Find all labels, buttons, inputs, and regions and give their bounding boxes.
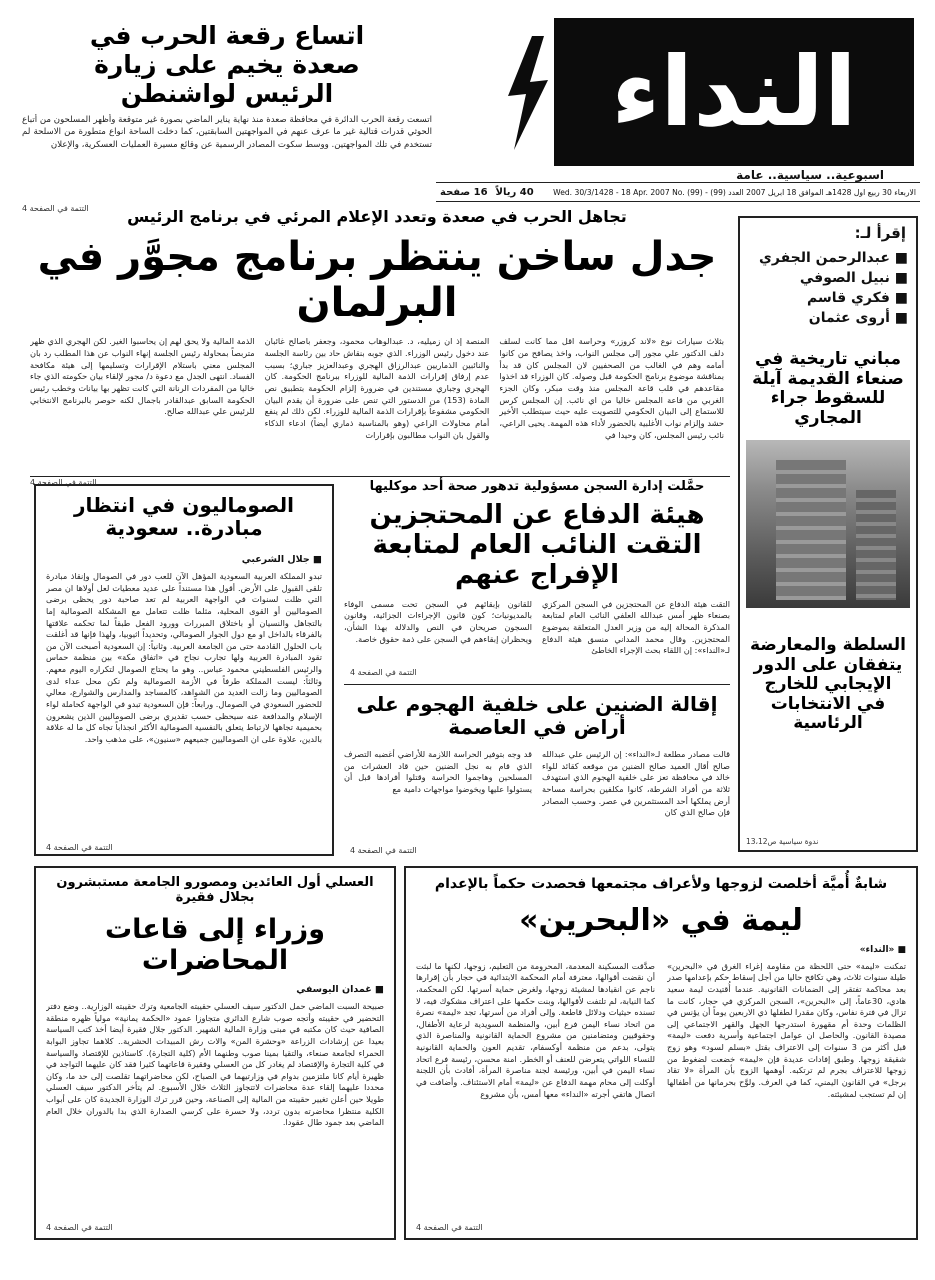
asali-headline: وزراء إلى قاعات المحاضرات	[105, 913, 325, 976]
writer-item[interactable]: ■ أروى عثمان	[808, 310, 908, 326]
laima-col-2: صدَّقت المسكينة المعدمة، المحرومة من التعليم، زوجها، لكنها ما لبثت أن نقضت أقوالها، معترفة أمام المحكمة الابتدائية في حجار بأن إقرارها ناجم عن انقيادها لمشيئة زوجها، ولغرض حماية أسرتها. لكن المحكمة، كما النيابة، لم تلتفت لأقوالها، وبنت حكمها على اعتراف مشكوك فيه، لا تسنده حيثيات ودلائل قاطعة. وإلى أفراد من أسرتها، تجد «ليمة» نصرة من اتحاد نساء اليمن فرع أبين، والمنظمة السويدية لرعاية الأطفال، وحقوقيين ومتضامنين من مشروع الحماية القانونية والمناصرة الذي يتولى، بدعم من منظمة أوكسفام، تقديم العون والحماية القانونية للنساء اللواتي يتعرضن للعنف أو الخطر. امنة محسن، رئيسة فرع اتحاد نساء اليمن في أبين، ورئيسة لجنة مناصرة المرأة، أفادت بأن اللجنة أوكلت إلى محام مهمة الدفاع عن «ليمة» أمام الاستئناف. وأضافت في اتصال هاتفي أجرته «النداء» معها أمس، بأن مشروع	[416, 960, 655, 1099]
issue-dateline: الاربعاء 30 ربيع اول 1428هـ الموافق 18 ابريل 2007 العدد (99) - Wed. 30/3/1428 - 18 Apr. 2007 No. (99)	[553, 187, 916, 197]
sidebar-teaser-buildings[interactable]: مباني تاريخية في صنعاء القديمة آيلة للسقوط جراء المجاري	[752, 349, 904, 428]
sidebar-writers	[740, 244, 916, 332]
writer-item[interactable]: ■ نبيل الصوفي	[799, 270, 908, 286]
sidebar-read-label: إقرأ لـ:	[854, 224, 906, 242]
detainees-story	[344, 479, 730, 656]
lead-continued: التتمة في الصفحة 4	[30, 478, 97, 488]
detainees-col-1: التقت هيئة الدفاع عن المحتجزين في السجن المركزي بصنعاء ظهر أمس عبدالله العلفي النائب العام لمتابعة المذكرة المحالة إليه من وزير العدل المتعلقة بموضوع المحتجزين. وقال محمد المداني منسق هيئة الدفاع لـ«النداء»: إن اللقاء بحث الإجراء الخاطئ	[542, 598, 730, 656]
masthead-logo: النداء	[554, 18, 914, 166]
somalis-continued: التتمة في الصفحة 4	[46, 843, 113, 852]
lead-headline: جدل ساخن ينتظر برنامج مجوَّر في البرلمان	[37, 234, 717, 327]
writer-item[interactable]: ■ عبدالرحمن الجفري	[759, 250, 908, 266]
somalis-headline: الصوماليون في انتظار مبادرة.. سعودية	[73, 493, 295, 540]
somalis-body: تبدو المملكة العربية السعودية المؤهل الآن للعب دور في الصومال وإنقاذ مبادرة تلقى القبول على الأرض. أقول هذا مستنداً على عديد معطيات لعل أولاها ان مصر التي ظلت لسنوات في الواجهة العربية لم تعد صاحبة دور يحظى برضى الصوماليين أو القوى المحلية، مثلما ظلت تتعامل مع المشكلة الصومالية إما بالتجاهل والنسيان أو باختلاق المبررات وورود الفعل طبقاً لما تحكمه علاقتها بالفرقاء بالداخل او مع دول الجوار الصومالي، وتحديداً اثيوبيا، ولهذا فإنها قد أغلقت باب الحلول القادمة حتى من الجامعة العربية. وثانياً: إن السعودية أصبحت الآن من تقود المبادرة العربية ولها تجارب نجاح في «اتفاق مكة» بين منظمة حماس والرئيس الفلسطيني محمود عباس.. وهو ما يحتاج الصومال لتكراره اليوم معهم. وثالثاً: ليست المملكة طرفاً في الأزمة الصومالية ولم تكن محل عداء لدى الصوماليين وما زالت العديد من الشواهد، كالمساجد والمدارس والشوارع، معالي للحضور السعودي في الصومال. ورابعاً: فإن السعودية تبدو في الواجهة كحاملة لواء الإسلام والمدافعة عنه سيحظى حسب تقديري برضى الصوماليين الذين يشعرون بحميمية تجاهها لارتباط يتعلق بالنفسية الصومالية الأكثر انجذاباً تجاه كل ما له علاقة بالدين، علاوة على ان الصوماليين جميعهم «سنيون»، على مذهب واحد.	[46, 571, 322, 744]
somalis-author: ■ جلال الشرعبي	[241, 554, 322, 565]
dhunain-col-2: قد وجه بتوفير الحراسة اللازمة للأراضي أغضبه التصرف الذي قام به نجل الضنين حين قاد العشرات من المسلحين وهاجموا الحراسة وقتلوا أفرادها قبل أن يستولوا عليها ويخوضوا مواجهات دامية مع	[344, 749, 532, 794]
divider	[30, 476, 730, 477]
old-sanaa-photo	[746, 440, 910, 608]
sidebar-teaser-elections[interactable]: السلطة والمعارضة يتفقان على الدور الإيجابي للخارج في الانتخابات الرئاسية	[750, 635, 906, 734]
top-story	[22, 21, 432, 214]
writer-item[interactable]: ■ فكري قاسم	[806, 290, 908, 306]
asali-body: صبيحة السبت الماضي حمل الدكتور سيف العسلي حقيبته الجامعية وترك حقيبته الوزارية.. وضع دفتر التحضير في حقيبته وأتجه صوب شارع الدائري متجاوزا عمود «الحكمة يمانية» مولياً ظهره منطقة الصافية حيث كان مكتبه في مبنى وزارة المالية الشهير. الدكتور جلال فقيرة أيضا أخذ كتب السياسة بعيدا عن إرشادات الزراعة «وحشرة المن» والات رش المبيدات الحشرية.. كلاهما تجاوز البوابة الحمراء لجامعة صنعاء، والتقيا بمينا صوب وطنهما الأم (كلية التجارة). كاستاذين للإقتصاد والسياسة في كلية التجارة والإقتصاد لم يغادر كل من العسلي وفقيرة قاعاتهما كثيرا فقد كان عليهما التواجد في ظهيرة أيام كانا ملتزمين بدوام في وزارتيهما في الصباح، لكن محاضراتهما تقلصت إلى حد ما، وكان محددا عليهما إلقاء عدة محاضرات لاتتجاوز الثلاث خلال الأسبوع. لم يتأخر الدكتور سيف العسلي طويلا حين أعلن تغيير حقيبته من المالية إلى الصناعة، وحين قرر ترك الوزارة الجديدة كان على أبواب الكلية منتظرا محاضرته بدون تردد، ولا حسرة على كرسي الصدارة الذي بدا بالدوران خلال العام الماضي بعد جمود طال عقودا.	[46, 1000, 384, 1128]
lightning-bolt-icon	[502, 34, 554, 152]
dateline-bar	[436, 182, 920, 202]
top-story-headline: اتساع رقعة الحرب في صعدة يخيم على زيارة الرئيس لواشنطن	[89, 21, 365, 108]
laima-kicker: شابةٌ أُميَّة أخلصت لزوجها ولأعراف مجتمعها فحصدت حكماً بالإعدام	[434, 876, 888, 892]
issue-pages: 16 صفحة	[440, 186, 488, 198]
asali-continued: التتمة في الصفحة 4	[46, 1223, 113, 1232]
masthead-tagline: اسبوعية.. سياسية.. عامة	[736, 168, 884, 182]
laima-continued: التتمة في الصفحة 4	[416, 1223, 483, 1232]
lead-col-2: المنصة إذ ان زميليه، د. عبدالوهاب محمود، وجعفر باصالح غائبان عند دخول رئيس الوزراء. الذي جوبه بنقاش حاد بين رئاسة الجلسة والنائبين الذماريين عبدالرزاق الهجري وعبدالعزيز جباري؛ بسبب عدم إرفاق إقرارات الذمة المالية للوزراء ببرنامج الحكومة. كان الهجري وجباري مستندين في ضرورة إلزام الحكومة بتطبيق نص المادة (153) من الدستور التي تنص على ضرورة أن يقدم البيان الحكومي مشفوعاً بإقرارات الذمة المالية للوزراء. لكن ذلك لم ينفع أمام محاولات الراعي (وهو بالمناسبة ذماري أيضاً) ادعاء الذكاء والقول بان النواب مطالبون بإقرارات	[264, 336, 490, 440]
detainees-headline: هيئة الدفاع عن المحتجزين التقت النائب العام لمتابعة الإفراج عنهم	[369, 499, 705, 590]
somalis-story	[34, 484, 334, 856]
asali-story	[34, 866, 396, 1240]
masthead-logo-block	[462, 18, 914, 196]
asali-kicker: العسلي أول العائدين ومصورو الجامعة مستبشرون بجلال فقيرة	[56, 875, 374, 905]
laima-byline: ■ «النداء»	[859, 944, 906, 955]
dhunain-continued: التتمة في الصفحة 4	[350, 846, 417, 855]
dhunain-headline: إقالة الضنين على خلفية الهجوم على أراض في العاصمة	[356, 692, 718, 739]
laima-story	[404, 866, 918, 1240]
dhunain-story	[344, 684, 730, 856]
sidebar-page-ref: ندوة سياسية ص13،12	[746, 837, 819, 846]
lead-col-1: بثلاث سيارات نوع «لاند كروزر» وحراسة اقل مما كانت لسلف دلف الدكتور علي مجور إلى مجلس النواب، واخذ يصافح من كانوا أمامه وهم في الغالب من الصحفيين لان المجلس كان قد بدأ بمناقشة موضوع برنامج الحكومة قبل وصوله. كان الوزراء قد اخذوا مقاعدهم في قلب قاعة المجلس منذ وقت مبكر، وكان الجزء الغربي من قاعة المجلس خاليا من اي نائب. إن المجلس كرس للاستماع إلى البيان الحكومي للتصويت عليه حيث سيتطلب الأخير حشد وإلزام نواب الأغلبية بالحضور لأداء هذه المهمة. يحيى الراعي، نائب رئيس المجلس، كان وحيدا في	[499, 336, 724, 440]
issue-price: 40 ريالاً	[495, 186, 534, 198]
laima-col-1: تمكنت «ليمة» حتى اللحظة من مقاومة إغراء الغرق في «البحرين» طيلة سنوات ثلاث، وهي تكافح حاليا من أجل إسقاط حكم بإعدامها صدر بعد محاكمة تفتقر إلى الضمانات القانونية. عندما أُقتيدت ليمة سعيد هادي، 30عاماً، إلى «البحرين»، السجن المركزي في حجار، كانت ما تزال في فترة نفاس، وكان مقدرا لطفلها ذي الاربعين يوماً أن يؤنس في الظلمات وحدة أم مقهورة استدرجها الجهل والقهر الاجتماعي إلى مصيدة القانون. والحاصل ان عوامل اجتماعية وأسرية دفعت «ليمة» قبل أكثر من 3 سنوات إلى الاعتراف بقتل «بسلم لسود» وهو زوج شقيقة زوجها. وطبق إفادات عديدة فإن «ليمة» خضعت لضغوط من زوجها للاعتراف بجرم لم ترتكبه. أوهمها الزوج بأن المرأة «لا تقاد برجل» في القانون اليمني، كما في العرف. ولوَّح بحرمانها من أطفالها إن لم تستجب لمشيئته.	[667, 960, 906, 1099]
dhunain-col-1: قالت مصادر مطلعة لـ«النداء»: إن الرئيس علي عبدالله صالح أقال العميد صالح الضنين من موقعه كقائد للواء خالد في محافظة تعز على خلفية الهجوم الذي استهدف ثلاثة من أفراد الشرطة، كانوا مكلفين بحراسة مساحة أرض يملكها أحد المستثمرين في عصر. وحسب المصادر فإن صالح الذي كان	[542, 749, 730, 818]
lead-kicker: تجاهل الحرب في صعدة وتعدد الإعلام المرئي في برنامج الرئيس	[127, 207, 627, 226]
lead-col-3: الذمة المالية ولا يحق لهم إن يحاسبوا الغير. لكن الهجري الذي ظهر متربصاً بمحاولة رئيس الجلسة إنهاء النواب عن هذا المطلب رد بان المجلس معني باستلام الإقرارات وتسليمها إلى هيئة مكافحة الفساد. انتهى الجدل مع دعوة د/ مجور لإلقاء بيان حكومته الذي جاء خاليا من المفردات الرنانة التي كانت تظهر بها بيانات وخطب رئيس الحكومة السابق عبدالقادر باجمال لكنه حوصر بالبرنامج الانتخابي للرئيس علي عبدالله صالح.	[29, 336, 255, 417]
top-story-body: اتسعت رقعة الحرب الدائرة في محافظة صعدة منذ نهاية يناير الماضي بصورة غير متوقعة وأظهر المسلحون من أتباع الحوثي قدرات قتالية غير ما عرف عنهم في المواجهتين السابقتين، كما دخلت الساحة انواع متطورة من الاسلحة لم تستخدم في تلك المواجهتين. ووسط سكوت المصادر الرسمية عن وقائع مسيرة العمليات العسكرية، والإعلان	[22, 115, 432, 150]
sidebar	[738, 216, 918, 852]
detainees-continued: التتمة في الصفحة 4	[350, 668, 417, 677]
top-story-continued: التتمة في الصفحة 4	[22, 204, 89, 214]
asali-author: ■ غمدان اليوسفي	[296, 983, 384, 995]
laima-headline: ليمة في «البحرين»	[519, 903, 803, 939]
detainees-col-2: للقانون بإبقائهم في السجن تحت مسمى الوفاء بالمديونيات؛ كون قانون الإجراءات الجزائية، وقانون السجون صريحان في النص والدلالة بهذا الشأن، ويحظران إبقاءهم في السجن على ذمة حقوق خاصة.	[344, 598, 532, 644]
detainees-kicker: حمَّلت إدارة السجن مسؤولية تدهور صحة أحد موكليها	[369, 479, 705, 494]
